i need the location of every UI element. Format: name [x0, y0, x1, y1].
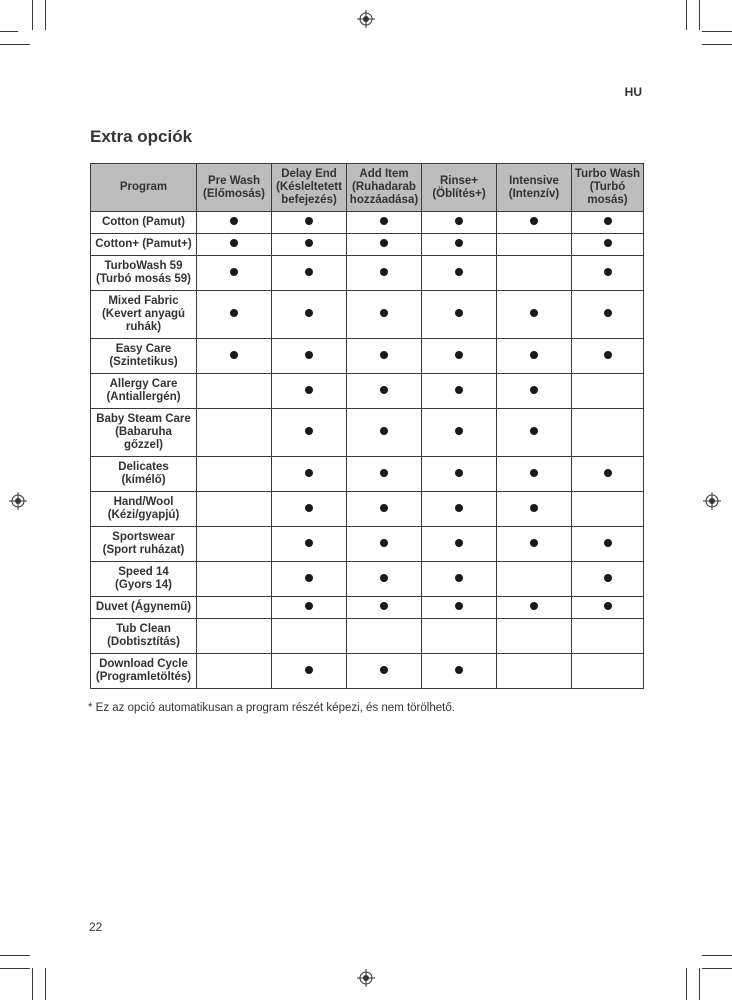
option-cell — [572, 374, 644, 409]
option-cell — [572, 492, 644, 527]
option-cell — [347, 597, 422, 619]
column-header: Pre Wash (Előmosás) — [197, 164, 272, 212]
crop-mark — [0, 31, 18, 32]
page-number: 22 — [89, 920, 103, 934]
option-cell — [497, 374, 572, 409]
registration-mark-icon — [9, 492, 27, 510]
bullet-icon — [380, 427, 388, 435]
program-name: Cotton+ (Pamut+) — [91, 234, 197, 256]
bullet-icon — [380, 504, 388, 512]
bullet-icon — [455, 309, 463, 317]
bullet-icon — [455, 386, 463, 394]
bullet-icon — [305, 574, 313, 582]
bullet-icon — [604, 217, 612, 225]
option-cell — [497, 619, 572, 654]
option-cell — [422, 457, 497, 492]
option-cell — [572, 256, 644, 291]
footnote: * Ez az opció automatikusan a program részét képezi, és nem törölhető. — [88, 702, 455, 714]
bullet-icon — [230, 268, 238, 276]
bullet-icon — [380, 386, 388, 394]
bullet-icon — [455, 217, 463, 225]
column-header: Add Item (Ruhadarab hozzáadása) — [347, 164, 422, 212]
column-header-program: Program — [91, 164, 197, 212]
table-row — [91, 234, 644, 256]
bullet-icon — [305, 666, 313, 674]
crop-mark — [702, 968, 732, 969]
extra-options-table — [90, 163, 644, 689]
option-cell — [272, 409, 347, 457]
bullet-icon — [380, 574, 388, 582]
bullet-icon — [305, 602, 313, 610]
table-row — [91, 562, 644, 597]
bullet-icon — [305, 351, 313, 359]
option-cell — [197, 457, 272, 492]
program-name: Allergy Care (Antiallergén) — [91, 374, 197, 409]
bullet-icon — [305, 309, 313, 317]
crop-mark — [0, 44, 30, 45]
crop-mark — [702, 955, 732, 956]
table-body — [91, 212, 644, 689]
program-name: TurboWash 59 (Turbó mosás 59) — [91, 256, 197, 291]
option-cell — [422, 527, 497, 562]
option-cell — [197, 654, 272, 689]
bullet-icon — [604, 574, 612, 582]
crop-mark — [702, 31, 732, 32]
bullet-icon — [604, 239, 612, 247]
option-cell — [497, 256, 572, 291]
option-cell — [422, 597, 497, 619]
bullet-icon — [455, 268, 463, 276]
option-cell — [422, 291, 497, 339]
bullet-icon — [455, 351, 463, 359]
bullet-icon — [530, 217, 538, 225]
crop-mark — [686, 0, 687, 30]
bullet-icon — [305, 386, 313, 394]
option-cell — [422, 256, 497, 291]
option-cell — [497, 291, 572, 339]
option-cell — [272, 619, 347, 654]
program-name: Duvet (Ágynemű) — [91, 597, 197, 619]
bullet-icon — [604, 539, 612, 547]
option-cell — [272, 562, 347, 597]
bullet-icon — [305, 239, 313, 247]
page-title: Extra opciók — [90, 127, 193, 146]
crop-mark — [702, 44, 732, 45]
bullet-icon — [455, 504, 463, 512]
registration-mark-icon — [357, 10, 375, 28]
table-header-row — [91, 164, 644, 212]
option-cell — [422, 562, 497, 597]
option-cell — [347, 619, 422, 654]
crop-mark — [0, 968, 30, 969]
column-header: Intensive (Intenzív) — [497, 164, 572, 212]
option-cell — [572, 339, 644, 374]
option-cell — [272, 339, 347, 374]
option-cell — [272, 492, 347, 527]
bullet-icon — [380, 666, 388, 674]
table-row — [91, 597, 644, 619]
crop-mark — [45, 0, 46, 30]
bullet-icon — [604, 351, 612, 359]
option-cell — [197, 527, 272, 562]
table-row — [91, 492, 644, 527]
option-cell — [347, 527, 422, 562]
option-cell — [197, 562, 272, 597]
program-name: Baby Steam Care (Babaruha gőzzel) — [91, 409, 197, 457]
option-cell — [197, 492, 272, 527]
option-cell — [197, 374, 272, 409]
bullet-icon — [604, 602, 612, 610]
option-cell — [272, 527, 347, 562]
bullet-icon — [230, 217, 238, 225]
bullet-icon — [305, 469, 313, 477]
bullet-icon — [455, 539, 463, 547]
program-name: Sportswear (Sport ruházat) — [91, 527, 197, 562]
option-cell — [197, 597, 272, 619]
bullet-icon — [380, 469, 388, 477]
option-cell — [347, 457, 422, 492]
option-cell — [572, 619, 644, 654]
bullet-icon — [380, 351, 388, 359]
program-name: Easy Care (Szintetikus) — [91, 339, 197, 374]
bullet-icon — [530, 504, 538, 512]
bullet-icon — [380, 239, 388, 247]
option-cell — [497, 457, 572, 492]
option-cell — [347, 234, 422, 256]
option-cell — [347, 212, 422, 234]
option-cell — [497, 212, 572, 234]
option-cell — [572, 457, 644, 492]
table-row — [91, 457, 644, 492]
option-cell — [197, 339, 272, 374]
bullet-icon — [455, 602, 463, 610]
crop-mark — [45, 968, 46, 1000]
bullet-icon — [530, 386, 538, 394]
option-cell — [422, 619, 497, 654]
bullet-icon — [305, 539, 313, 547]
language-code: HU — [624, 85, 642, 99]
option-cell — [347, 256, 422, 291]
bullet-icon — [380, 268, 388, 276]
option-cell — [197, 234, 272, 256]
crop-mark — [699, 968, 700, 1000]
option-cell — [272, 212, 347, 234]
table-row — [91, 374, 644, 409]
option-cell — [497, 562, 572, 597]
program-name: Cotton (Pamut) — [91, 212, 197, 234]
option-cell — [497, 527, 572, 562]
option-cell — [572, 527, 644, 562]
option-cell — [572, 409, 644, 457]
bullet-icon — [305, 217, 313, 225]
option-cell — [347, 374, 422, 409]
bullet-icon — [530, 427, 538, 435]
bullet-icon — [305, 268, 313, 276]
option-cell — [422, 339, 497, 374]
option-cell — [347, 339, 422, 374]
bullet-icon — [455, 427, 463, 435]
crop-mark — [686, 968, 687, 1000]
option-cell — [272, 597, 347, 619]
bullet-icon — [530, 539, 538, 547]
bullet-icon — [530, 351, 538, 359]
table-row — [91, 527, 644, 562]
option-cell — [197, 409, 272, 457]
option-cell — [497, 654, 572, 689]
option-cell — [347, 654, 422, 689]
bullet-icon — [380, 539, 388, 547]
option-cell — [347, 562, 422, 597]
option-cell — [422, 374, 497, 409]
option-cell — [422, 234, 497, 256]
program-name: Mixed Fabric (Kevert anyagú ruhák) — [91, 291, 197, 339]
option-cell — [572, 212, 644, 234]
option-cell — [272, 654, 347, 689]
option-cell — [497, 339, 572, 374]
bullet-icon — [530, 602, 538, 610]
bullet-icon — [380, 217, 388, 225]
column-header: Rinse+ (Öblítés+) — [422, 164, 497, 212]
option-cell — [272, 256, 347, 291]
option-cell — [197, 619, 272, 654]
option-cell — [272, 457, 347, 492]
option-cell — [572, 234, 644, 256]
registration-mark-icon — [357, 969, 375, 987]
option-cell — [422, 409, 497, 457]
bullet-icon — [380, 309, 388, 317]
option-cell — [422, 654, 497, 689]
crop-mark — [32, 0, 33, 30]
option-cell — [197, 291, 272, 339]
table-row — [91, 654, 644, 689]
table-row — [91, 619, 644, 654]
crop-mark — [0, 955, 30, 956]
bullet-icon — [530, 309, 538, 317]
option-cell — [197, 212, 272, 234]
option-cell — [272, 374, 347, 409]
column-header: Turbo Wash (Turbó mosás) — [572, 164, 644, 212]
bullet-icon — [230, 239, 238, 247]
bullet-icon — [305, 427, 313, 435]
registration-mark-icon — [703, 492, 721, 510]
option-cell — [422, 212, 497, 234]
bullet-icon — [230, 309, 238, 317]
option-cell — [572, 654, 644, 689]
bullet-icon — [305, 504, 313, 512]
program-name: Speed 14 (Gyors 14) — [91, 562, 197, 597]
option-cell — [422, 492, 497, 527]
option-cell — [497, 492, 572, 527]
bullet-icon — [530, 469, 538, 477]
option-cell — [497, 597, 572, 619]
bullet-icon — [380, 602, 388, 610]
program-name: Hand/Wool (Kézi/gyapjú) — [91, 492, 197, 527]
table-row — [91, 291, 644, 339]
option-cell — [497, 234, 572, 256]
crop-mark — [699, 0, 700, 30]
bullet-icon — [455, 574, 463, 582]
option-cell — [272, 234, 347, 256]
table-row — [91, 339, 644, 374]
bullet-icon — [455, 666, 463, 674]
bullet-icon — [604, 469, 612, 477]
column-header: Delay End (Késleltetett befejezés) — [272, 164, 347, 212]
bullet-icon — [455, 239, 463, 247]
bullet-icon — [455, 469, 463, 477]
table-row — [91, 256, 644, 291]
bullet-icon — [230, 351, 238, 359]
program-name: Download Cycle (Programletöltés) — [91, 654, 197, 689]
program-name: Delicates (kímélő) — [91, 457, 197, 492]
option-cell — [572, 597, 644, 619]
option-cell — [497, 409, 572, 457]
option-cell — [347, 409, 422, 457]
option-cell — [347, 291, 422, 339]
option-cell — [272, 291, 347, 339]
option-cell — [572, 562, 644, 597]
bullet-icon — [604, 268, 612, 276]
crop-mark — [32, 968, 33, 1000]
option-cell — [347, 492, 422, 527]
option-cell — [572, 291, 644, 339]
bullet-icon — [604, 309, 612, 317]
option-cell — [197, 256, 272, 291]
table-row — [91, 212, 644, 234]
program-name: Tub Clean (Dobtisztítás) — [91, 619, 197, 654]
table-row — [91, 409, 644, 457]
